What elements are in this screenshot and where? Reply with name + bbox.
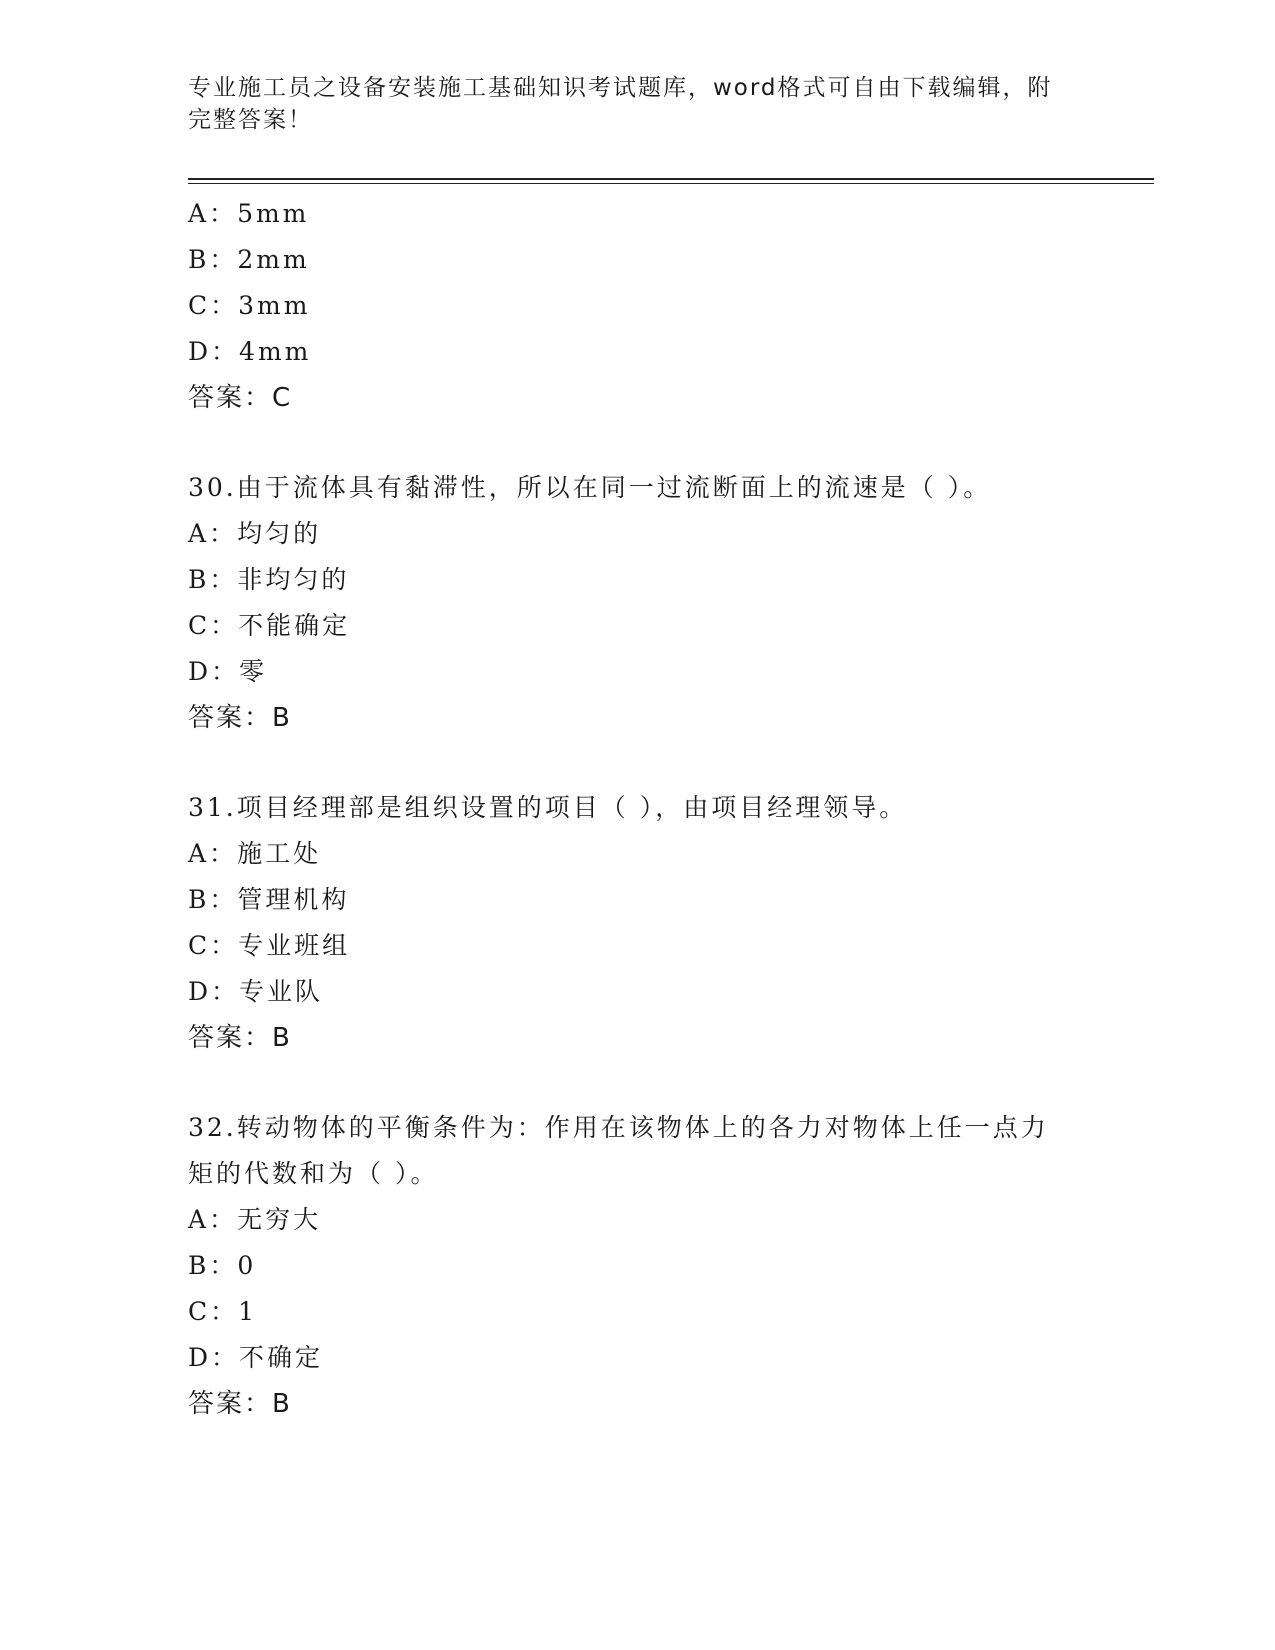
block-spacer (188, 421, 1088, 465)
option-a: A：5mm (188, 199, 310, 228)
option-b: B：0 (188, 1251, 257, 1280)
header-rule-thick (188, 178, 1154, 180)
answer-line: 答案：B (188, 1389, 292, 1419)
option-a: A：无穷大 (188, 1205, 322, 1234)
question-text-line-1: 32.转动物体的平衡条件为：作用在该物体上的各力对物体上任一点力 (188, 1113, 1049, 1142)
block-spacer (188, 1061, 1088, 1105)
option-d: D：零 (188, 657, 268, 686)
question-text-line-2: 矩的代数和为（ ）。 (188, 1159, 439, 1188)
question-text: 31.项目经理部是组织设置的项目（ ），由项目经理领导。 (188, 793, 908, 822)
option-c: C：1 (188, 1297, 258, 1326)
block-spacer (188, 741, 1088, 785)
option-a: A：均匀的 (188, 519, 322, 548)
option-d: D：专业队 (188, 977, 324, 1006)
header-rule-thin (188, 183, 1154, 184)
question-block-32 (188, 1105, 1088, 1427)
option-d: D：4mm (188, 337, 312, 366)
option-b: B：2mm (188, 245, 310, 274)
question-text: 30.由于流体具有黏滞性，所以在同一过流断面上的流速是（ ）。 (188, 473, 992, 502)
question-block-31 (188, 785, 1088, 1061)
option-c: C：3mm (188, 291, 311, 320)
document-header: 专业施工员之设备安装施工基础知识考试题库，word格式可自由下载编辑，附完整答案！ (188, 75, 1053, 133)
option-c: C：不能确定 (188, 611, 351, 640)
option-a: A：施工处 (188, 839, 322, 868)
question-block-30 (188, 465, 1088, 741)
option-b: B：非均匀的 (188, 565, 350, 594)
option-d: D：不确定 (188, 1343, 324, 1372)
answer-line: 答案：B (188, 1023, 292, 1053)
option-b: B：管理机构 (188, 885, 350, 914)
question-block-29 (188, 191, 1088, 421)
answer-line: 答案：C (188, 383, 293, 413)
option-c: C：专业班组 (188, 931, 351, 960)
question-list (188, 191, 1088, 1427)
answer-line: 答案：B (188, 703, 292, 733)
